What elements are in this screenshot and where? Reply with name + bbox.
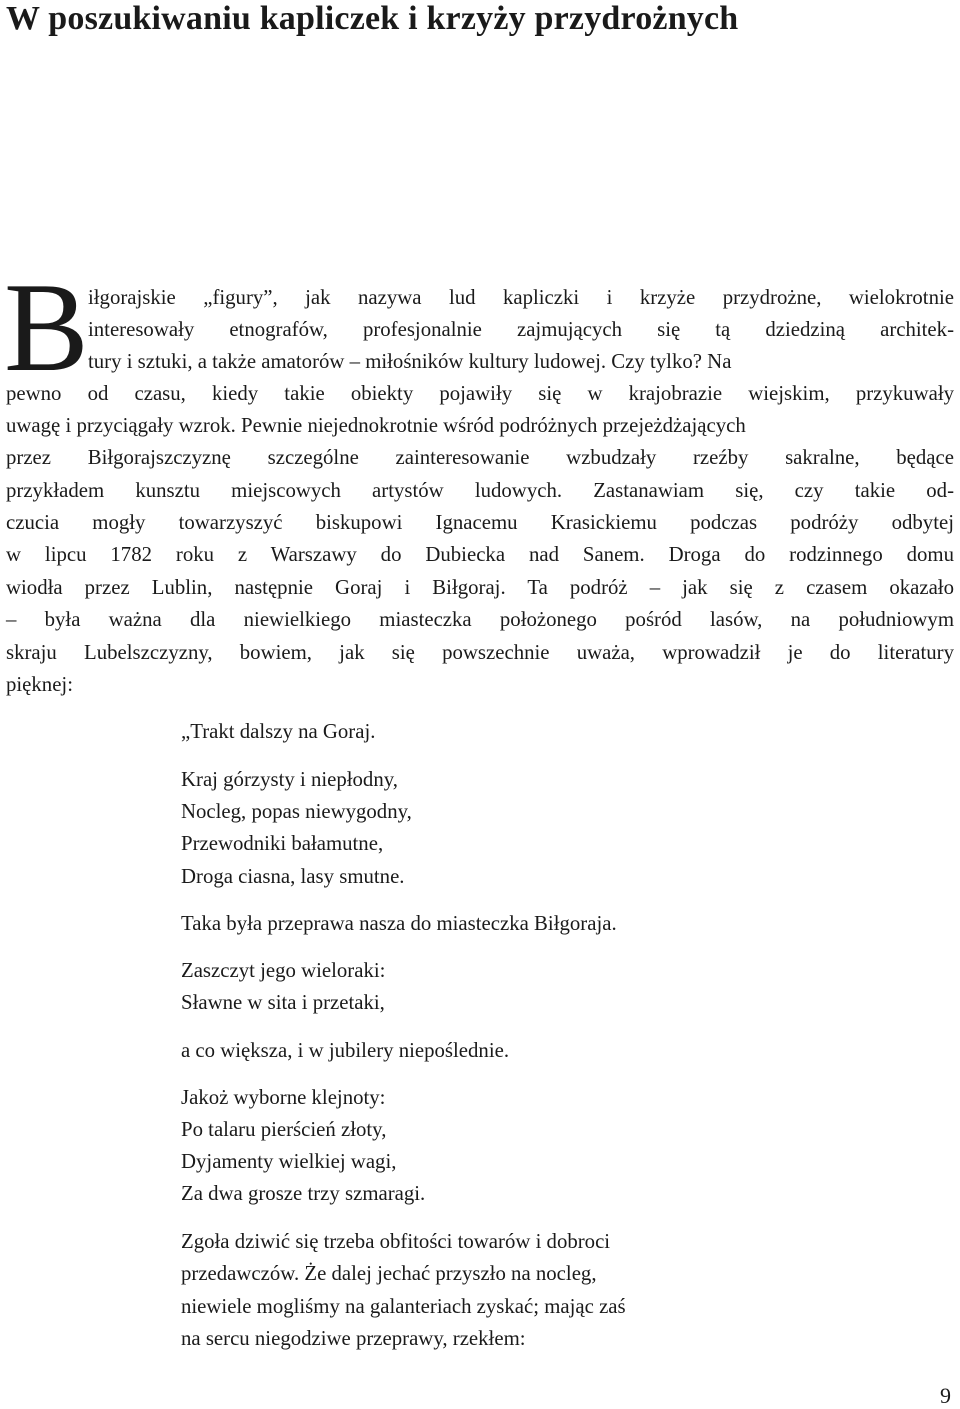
paragraph-line: czucia mogły towarzyszyć biskupowi Ignacemu Krasickiemu podczas podróży odbytej	[6, 511, 954, 534]
poem-line: „Trakt dalszy na Goraj.	[181, 720, 376, 743]
paragraph-line: pewno od czasu, kiedy takie obiekty pojawiły się w krajobrazie wiejskim, przykuwały	[6, 382, 954, 405]
poem-line: Zgoła dziwić się trzeba obfitości towarów i dobroci	[181, 1230, 611, 1253]
paragraph-line: iłgorajskie „figury”, jak nazywa lud kapliczki i krzyże przydrożne, wielokrotnie	[88, 286, 954, 309]
paragraph-line: skraju Lubelszczyzny, bowiem, jak się powszechnie uważa, wprowadził je do literatury	[6, 641, 954, 664]
paragraph-line: przez Biłgorajszczyznę szczególne zainteresowanie wzbudzały rzeźby sakralne, będące	[6, 446, 954, 469]
poem-line: Droga ciasna, lasy smutne.	[181, 865, 405, 888]
poem-line: Zaszczyt jego wieloraki:	[181, 959, 386, 982]
poem-line: na sercu niegodziwe przeprawy, rzekłem:	[181, 1327, 526, 1350]
page-title: W poszukiwaniu kapliczek i krzyży przydrożnych	[6, 0, 739, 37]
poem-line: Taka była przeprawa nasza do miasteczka Biłgoraja.	[181, 912, 617, 935]
poem-line: Po talaru pierścień złoty,	[181, 1118, 387, 1141]
poem-line: a co większa, i w jubilery niepoślednie.	[181, 1039, 510, 1062]
poem-line: Sławne w sita i przetaki,	[181, 991, 385, 1014]
paragraph-line: tury i sztuki, a także amatorów – miłośników kultury ludowej. Czy tylko? Na	[88, 350, 732, 373]
drop-cap: B	[4, 258, 89, 398]
paragraph-line: interesowały etnografów, profesjonalnie zajmujących się tą dziedziną architek-	[88, 318, 954, 341]
paragraph-line: – była ważna dla niewielkiego miasteczka położonego pośród lasów, na południowym	[6, 608, 954, 631]
poem-line: Dyjamenty wielkiej wagi,	[181, 1150, 397, 1173]
poem-line: Za dwa grosze trzy szmaragi.	[181, 1182, 426, 1205]
paragraph-line: w lipcu 1782 roku z Warszawy do Dubiecka nad Sanem. Droga do rodzinnego domu	[6, 543, 954, 566]
poem-line: niewiele mogliśmy na galanteriach zyskać; mając zaś	[181, 1295, 626, 1318]
paragraph-line: pięknej:	[6, 673, 73, 696]
paragraph-line: uwagę i przyciągały wzrok. Pewnie niejednokrotnie wśród podróżnych przejeżdżających	[6, 414, 746, 437]
poem-line: Przewodniki bałamutne,	[181, 832, 384, 855]
paragraph-line: wiodła przez Lublin, następnie Goraj i Biłgoraj. Ta podróż – jak się z czasem okazało	[6, 576, 954, 599]
poem-line: Kraj górzysty i niepłodny,	[181, 768, 398, 791]
poem-line: przedawczów. Że dalej jechać przyszło na nocleg,	[181, 1262, 597, 1285]
paragraph-line: przykładem kunsztu miejscowych artystów ludowych. Zastanawiam się, czy takie od-	[6, 479, 954, 502]
poem-line: Jakoż wyborne klejnoty:	[181, 1086, 386, 1109]
page-number: 9	[940, 1383, 951, 1408]
poem-line: Nocleg, popas niewygodny,	[181, 800, 412, 823]
